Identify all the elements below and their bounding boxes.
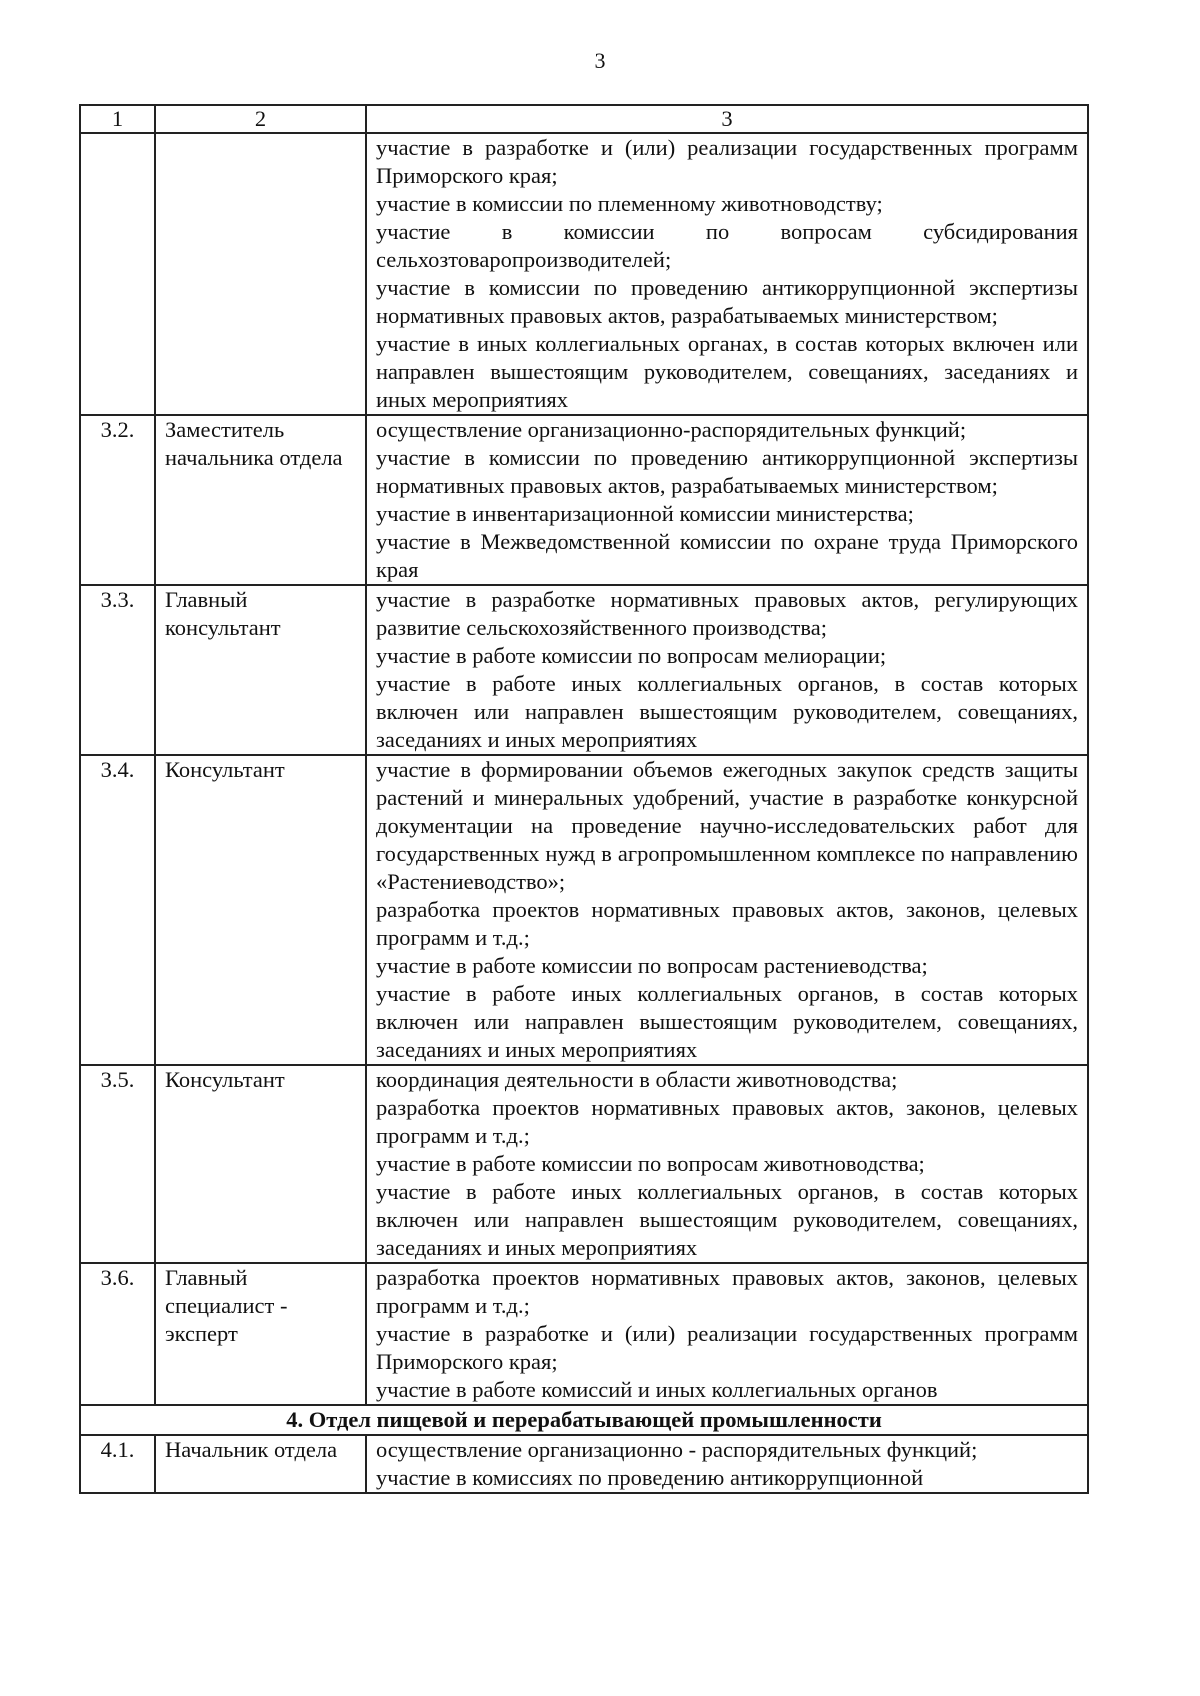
- row-number: 3.4.: [80, 755, 155, 1065]
- position-title: Консультант: [155, 755, 366, 1065]
- position-title: Главный консультант: [155, 585, 366, 755]
- duty-line: участие в работе комиссии по вопросам растениеводства;: [376, 953, 928, 978]
- duty-line: участие в работе иных коллегиальных органов, в состав которых включен или направлен вышестоящим руководителем, совещаниях, заседаниях и иных мероприятиях: [376, 981, 1078, 1062]
- duty-line: участие в разработке нормативных правовых актов, регулирующих развитие сельскохозяйственного производства;: [376, 587, 1078, 640]
- duty-line: разработка проектов нормативных правовых актов, законов, целевых программ и т.д.;: [376, 1095, 1078, 1148]
- duty-line: участие в инвентаризационной комиссии министерства;: [376, 501, 914, 526]
- duty-line: участие в работе комиссии по вопросам животноводства;: [376, 1151, 925, 1176]
- page-number: 3: [594, 48, 606, 73]
- row-number: 4.1.: [80, 1435, 155, 1493]
- table-header-row: [80, 105, 1088, 133]
- duties-cell: [366, 1065, 1088, 1263]
- duty-line: участие в работе комиссий и иных коллегиальных органов: [376, 1377, 938, 1402]
- row-number: 3.3.: [80, 585, 155, 755]
- duty-line: участие в комиссии по вопросам субсидирования сельхозтоваропроизводителей;: [376, 219, 1078, 272]
- table-row: [80, 1065, 1088, 1263]
- header-col-3: 3: [366, 105, 1088, 133]
- duties-cell: [366, 1435, 1088, 1493]
- duty-line: участие в иных коллегиальных органах, в состав которых включен или направлен вышестоящим руководителем, совещаниях, заседаниях и иных мероприятиях: [376, 331, 1078, 412]
- position-title: Главный специалист - эксперт: [155, 1263, 366, 1405]
- duty-line: участие в комиссии по проведению антикоррупционной экспертизы нормативных правовых актов, разрабатываемых министерством;: [376, 275, 1078, 328]
- duties-cell: [366, 585, 1088, 755]
- duty-line: осуществление организационно-распорядительных функций;: [376, 417, 967, 442]
- row-number: 3.2.: [80, 415, 155, 585]
- section-row: [80, 1405, 1088, 1435]
- duties-table: [79, 104, 1089, 1494]
- position-title: Консультант: [155, 1065, 366, 1263]
- duty-line: участие в работе иных коллегиальных органов, в состав которых включен или направлен вышестоящим руководителем, совещаниях, заседаниях и иных мероприятиях: [376, 671, 1078, 752]
- duty-line: участие в комиссии по племенному животноводству;: [376, 191, 883, 216]
- header-col-2: 2: [155, 105, 366, 133]
- row-number: 3.6.: [80, 1263, 155, 1405]
- duty-line: координация деятельности в области животноводства;: [376, 1067, 898, 1092]
- position-title: [155, 133, 366, 415]
- table-row: [80, 1263, 1088, 1405]
- row-number: 3.5.: [80, 1065, 155, 1263]
- duties-cell: [366, 755, 1088, 1065]
- table-row: [80, 585, 1088, 755]
- table-row: [80, 1435, 1088, 1493]
- duties-cell: [366, 1263, 1088, 1405]
- duty-line: участие в комиссиях по проведению антикоррупционной: [376, 1465, 924, 1490]
- position-title: Начальник отдела: [155, 1435, 366, 1493]
- duty-line: разработка проектов нормативных правовых актов, законов, целевых программ и т.д.;: [376, 897, 1078, 950]
- duty-line: участие в Межведомственной комиссии по охране труда Приморского края: [376, 529, 1078, 582]
- duty-line: участие в разработке и (или) реализации государственных программ Приморского края;: [376, 1321, 1078, 1374]
- section-heading: 4. Отдел пищевой и перерабатывающей промышленности: [80, 1405, 1088, 1435]
- duty-line: участие в разработке и (или) реализации государственных программ Приморского края;: [376, 135, 1078, 188]
- duty-line: участие в формировании объемов ежегодных закупок средств защиты растений и минеральных удобрений, участие в разработке конкурсной документации на проведение научно-исследовательских работ для государственных нужд в агропромышленном комплексе по направлению «Растениеводство»;: [376, 757, 1078, 894]
- table-row: [80, 755, 1088, 1065]
- duties-cell: [366, 415, 1088, 585]
- row-number: [80, 133, 155, 415]
- duty-line: разработка проектов нормативных правовых актов, законов, целевых программ и т.д.;: [376, 1265, 1078, 1318]
- header-col-1: 1: [80, 105, 155, 133]
- table-row: [80, 415, 1088, 585]
- duty-line: осуществление организационно - распорядительных функций;: [376, 1437, 978, 1462]
- position-title: Заместитель начальника отдела: [155, 415, 366, 585]
- duties-cell: [366, 133, 1088, 415]
- duty-line: участие в комиссии по проведению антикоррупционной экспертизы нормативных правовых актов, разрабатываемых министерством;: [376, 445, 1078, 498]
- table-row: [80, 133, 1088, 415]
- duty-line: участие в работе комиссии по вопросам мелиорации;: [376, 643, 887, 668]
- duty-line: участие в работе иных коллегиальных органов, в состав которых включен или направлен вышестоящим руководителем, совещаниях, заседаниях и иных мероприятиях: [376, 1179, 1078, 1260]
